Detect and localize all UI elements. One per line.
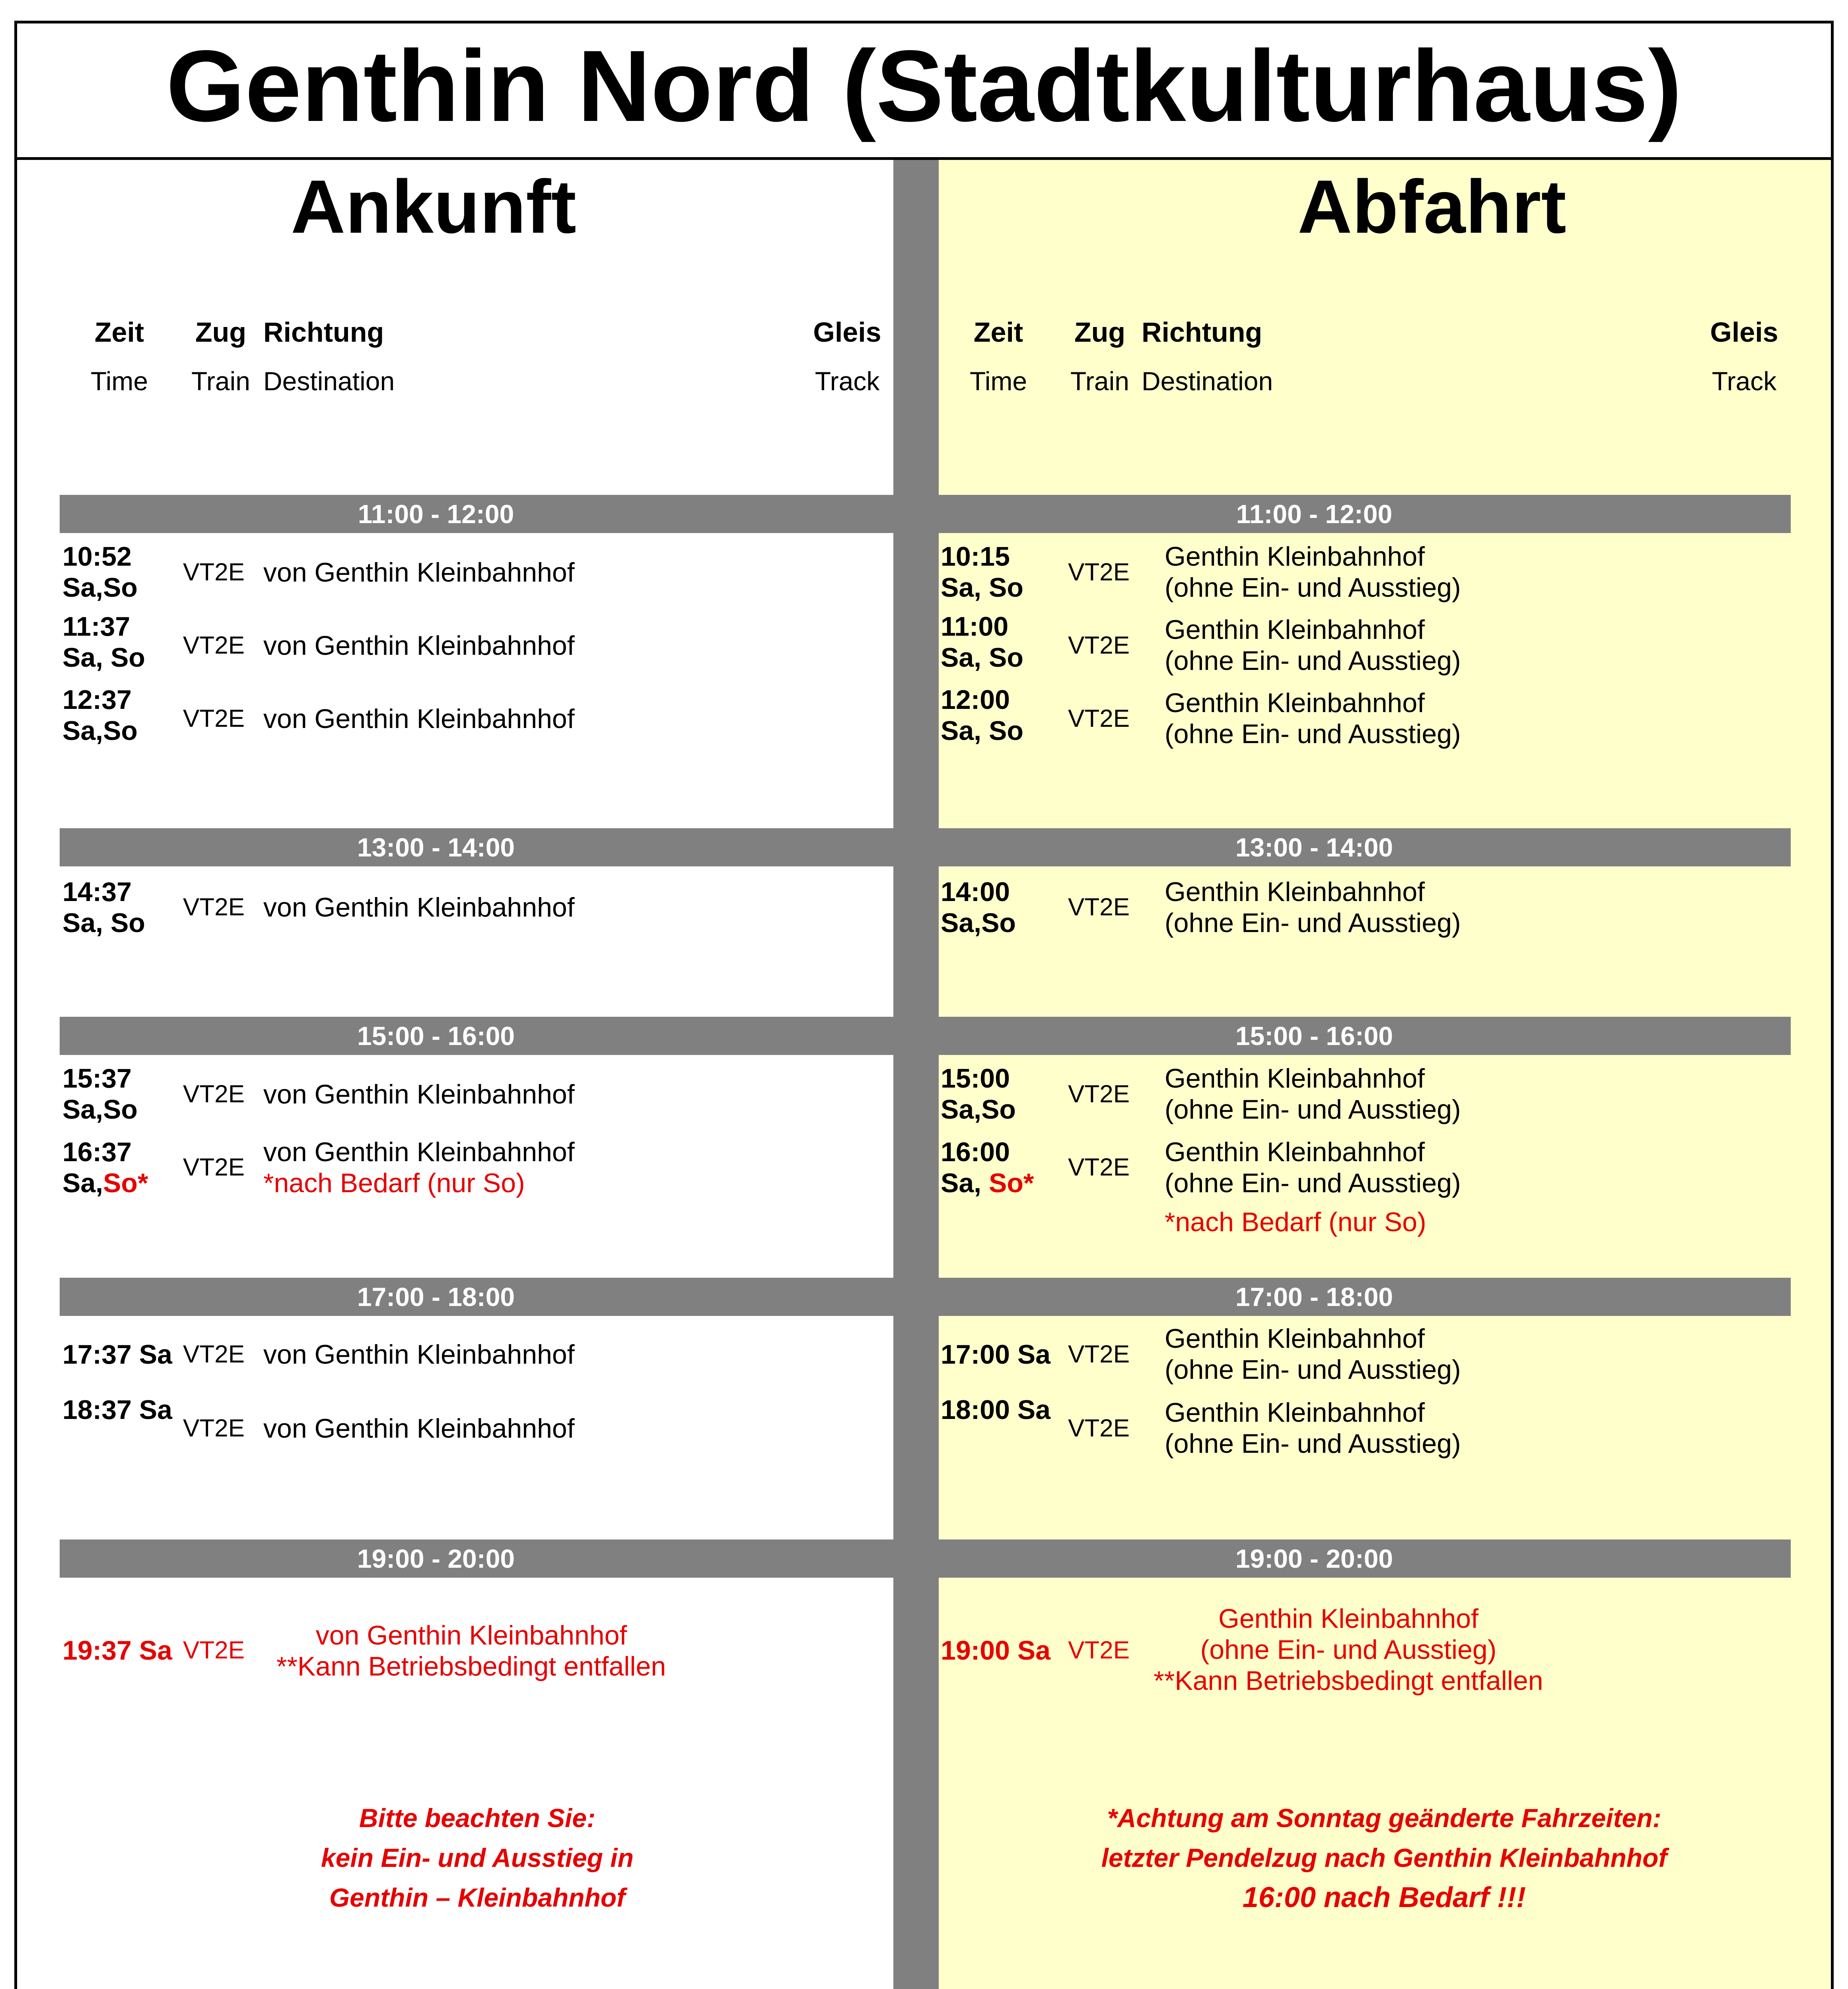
band-label-dep: 17:00 - 18:00	[1235, 1282, 1393, 1312]
dep-time: 17:00 Sa	[941, 1339, 1050, 1370]
dep-days: Sa, So	[941, 642, 1023, 673]
dep-dest: Genthin Kleinbahnhof	[1218, 1604, 1479, 1634]
arr-dest: von Genthin Kleinbahnhof	[315, 1620, 627, 1650]
dep-dest-note: (ohne Ein- und Ausstieg)	[1165, 1094, 1461, 1125]
arr-time: 17:37 Sa	[62, 1339, 172, 1370]
arr-dest: von Genthin Kleinbahnhof	[263, 704, 575, 734]
dep-col-dest: Richtung	[1142, 317, 1262, 348]
arr-train: VT2E	[183, 893, 245, 921]
band-label-dep: 13:00 - 14:00	[1235, 833, 1393, 862]
band-label-dep: 15:00 - 16:00	[1235, 1021, 1393, 1051]
arr-time: 16:37	[62, 1137, 132, 1167]
departures-heading: Abfahrt	[1297, 165, 1566, 249]
dep-train: VT2E	[1068, 893, 1130, 921]
arr-time: 10:52	[62, 541, 132, 572]
dep-col-time: Zeit	[973, 317, 1023, 348]
page-title: Genthin Nord (Stadtkulturhaus)	[14, 21, 1834, 160]
arr-dest: von Genthin Kleinbahnhof	[263, 892, 575, 922]
dep-time: 18:00 Sa	[941, 1395, 1050, 1425]
arr-train: VT2E	[183, 705, 245, 732]
band-label-arr: 11:00 - 12:00	[358, 499, 514, 529]
arr-col-dest-en: Destination	[263, 366, 395, 396]
arr-days-regular: Sa,	[62, 1168, 103, 1198]
arr-note: *nach Bedarf (nur So)	[263, 1168, 525, 1198]
dep-time: 16:00	[941, 1137, 1010, 1167]
hour-band	[60, 495, 1791, 533]
band-label-arr: 13:00 - 14:00	[357, 833, 515, 862]
arr-dest: von Genthin Kleinbahnhof	[263, 1339, 575, 1370]
dep-col-time-en: Time	[969, 366, 1027, 396]
arr-train: VT2E	[183, 559, 245, 586]
arr-time: 15:37	[62, 1063, 132, 1094]
arr-col-train: Zug	[195, 317, 247, 348]
dep-time: 19:00 Sa	[941, 1635, 1050, 1666]
arr-days: Sa,So	[62, 1094, 138, 1125]
dep-dest-note: (ohne Ein- und Ausstieg)	[1165, 572, 1461, 603]
dep-train: VT2E	[1068, 1637, 1130, 1664]
notice-arrivals-line: Genthin – Kleinbahnhof	[329, 1883, 626, 1912]
arr-train: VT2E	[183, 632, 245, 659]
dep-dest: Genthin Kleinbahnhof	[1165, 615, 1425, 645]
arr-train: VT2E	[183, 1341, 245, 1368]
dep-col-train-en: Train	[1070, 366, 1129, 396]
dep-days: Sa, So	[941, 716, 1023, 746]
arr-days: Sa,So	[62, 572, 138, 603]
arr-dest: von Genthin Kleinbahnhof	[263, 1413, 575, 1444]
arrivals-heading: Ankunft	[291, 165, 576, 249]
dep-days-regular: Sa,	[941, 1168, 989, 1198]
arr-train: VT2E	[183, 1415, 245, 1442]
dep-col-track-en: Track	[1712, 366, 1777, 396]
dep-dest-note: (ohne Ein- und Ausstieg)	[1200, 1635, 1497, 1665]
dep-dest-note: (ohne Ein- und Ausstieg)	[1165, 719, 1461, 749]
dep-dest: Genthin Kleinbahnhof	[1165, 1063, 1425, 1094]
hour-band	[60, 1017, 1791, 1055]
dep-dest: Genthin Kleinbahnhof	[1165, 877, 1425, 907]
notice-arrivals-line: kein Ein- und Ausstieg in	[321, 1843, 634, 1872]
dep-train: VT2E	[1068, 559, 1130, 586]
dep-train: VT2E	[1068, 1154, 1130, 1181]
dep-col-dest-en: Destination	[1142, 366, 1273, 396]
dep-dest: Genthin Kleinbahnhof	[1165, 1397, 1425, 1428]
dep-time: 15:00	[941, 1063, 1010, 1094]
dep-dest-note: (ohne Ein- und Ausstieg)	[1165, 646, 1461, 676]
dep-days: Sa, So	[941, 572, 1023, 603]
dep-train: VT2E	[1068, 1080, 1130, 1108]
band-label-dep: 19:00 - 20:00	[1235, 1544, 1393, 1573]
dep-dest: Genthin Kleinbahnhof	[1165, 1137, 1425, 1167]
band-label-arr: 19:00 - 20:00	[357, 1544, 515, 1573]
dep-time: 12:00	[941, 685, 1010, 715]
dep-train: VT2E	[1068, 705, 1130, 732]
arr-days-on-demand: So*	[103, 1168, 148, 1198]
dep-dest: Genthin Kleinbahnhof	[1165, 541, 1425, 572]
notice-arrivals-line: Bitte beachten Sie:	[359, 1803, 596, 1833]
arr-days: Sa,So	[62, 716, 138, 746]
arr-time: 18:37 Sa	[62, 1395, 172, 1425]
band-label-arr: 15:00 - 16:00	[357, 1021, 515, 1051]
arr-time: 19:37 Sa	[62, 1635, 172, 1666]
dep-dest: Genthin Kleinbahnhof	[1165, 688, 1425, 718]
arr-train: VT2E	[183, 1637, 245, 1664]
dep-dest-note: (ohne Ein- und Ausstieg)	[1165, 908, 1461, 938]
arr-time: 14:37	[62, 877, 132, 907]
arr-days: Sa, So	[62, 642, 145, 673]
arr-train: VT2E	[183, 1080, 245, 1108]
notice-arrivals	[215, 1798, 740, 1917]
dep-time: 10:15	[941, 541, 1010, 572]
dep-time: 14:00	[941, 877, 1010, 907]
dep-train: VT2E	[1068, 1415, 1130, 1442]
arr-days: Sa, So	[62, 908, 145, 938]
hour-band	[60, 1278, 1791, 1316]
dep-days	[941, 1168, 1034, 1199]
arr-note: **Kann Betriebsbedingt entfallen	[276, 1651, 666, 1682]
dep-dest: Genthin Kleinbahnhof	[1165, 1323, 1425, 1354]
dep-train: VT2E	[1068, 632, 1130, 659]
hour-band	[60, 828, 1791, 866]
arr-time: 11:37	[62, 611, 130, 642]
arr-days	[62, 1168, 148, 1199]
dep-dest-note: (ohne Ein- und Ausstieg)	[1165, 1428, 1461, 1459]
arr-dest: von Genthin Kleinbahnhof	[263, 1137, 575, 1167]
dep-note: *nach Bedarf (nur So)	[1165, 1207, 1426, 1237]
band-label-dep: 11:00 - 12:00	[1236, 499, 1393, 529]
dep-note: **Kann Betriebsbedingt entfallen	[1154, 1666, 1543, 1696]
dep-days: Sa,So	[941, 908, 1016, 938]
arr-col-time-en: Time	[90, 366, 148, 396]
dep-col-train: Zug	[1074, 317, 1126, 348]
arr-col-track-en: Track	[815, 366, 880, 396]
dep-col-track: Gleis	[1710, 317, 1778, 348]
arr-train: VT2E	[183, 1154, 245, 1181]
arr-dest: von Genthin Kleinbahnhof	[263, 1079, 575, 1109]
notice-departures-line: *Achtung am Sonntag geänderte Fahrzeiten:	[1107, 1803, 1661, 1833]
dep-time: 11:00	[941, 611, 1009, 642]
arr-col-track: Gleis	[813, 317, 881, 348]
notice-departures-line: 16:00 nach Bedarf !!!	[1242, 1882, 1526, 1913]
dep-dest-note: (ohne Ein- und Ausstieg)	[1165, 1355, 1461, 1385]
arr-time: 12:37	[62, 685, 132, 715]
band-label-arr: 17:00 - 18:00	[357, 1282, 515, 1312]
arr-col-time: Zeit	[94, 317, 144, 348]
column-divider	[893, 160, 939, 1989]
arr-dest: von Genthin Kleinbahnhof	[263, 557, 575, 588]
dep-train: VT2E	[1068, 1341, 1130, 1368]
dep-days: Sa,So	[941, 1094, 1016, 1125]
notice-departures-line: letzter Pendelzug nach Genthin Kleinbahnhof	[1101, 1843, 1667, 1872]
dep-days-on-demand: So*	[988, 1168, 1034, 1198]
arr-col-dest: Richtung	[263, 317, 384, 348]
dep-dest-note: (ohne Ein- und Ausstieg)	[1165, 1168, 1461, 1198]
arr-col-train-en: Train	[191, 366, 250, 396]
hour-band	[60, 1539, 1791, 1578]
arr-dest: von Genthin Kleinbahnhof	[263, 631, 575, 661]
notice-departures	[1058, 1798, 1710, 1917]
